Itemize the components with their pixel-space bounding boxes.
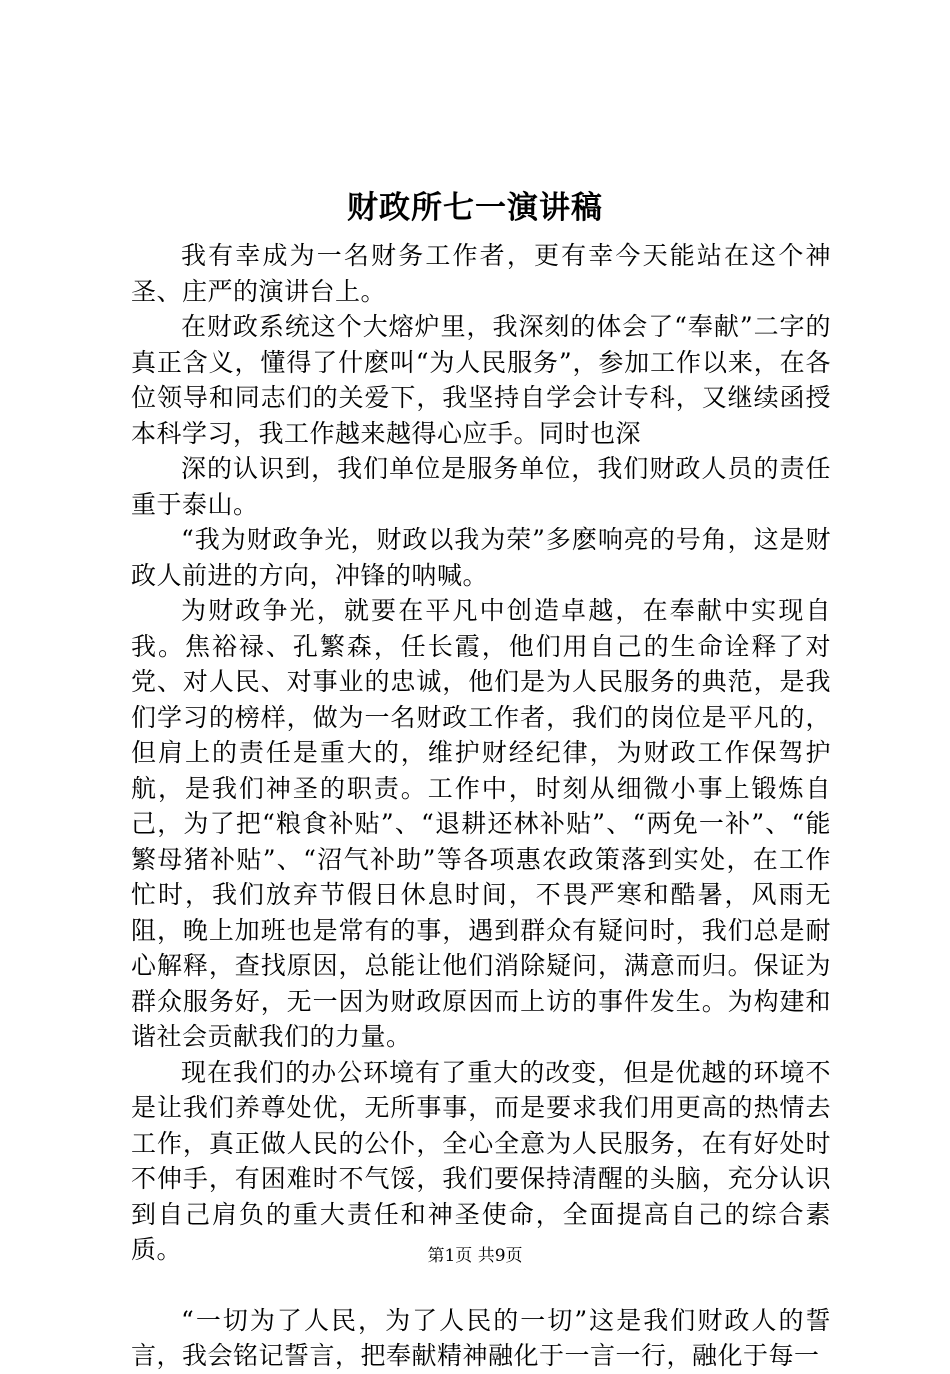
paragraph-4: “我为财政争光，财政以我为荣”多麽响亮的号角，这是财政人前进的方向，冲锋的呐喊。 — [131, 525, 831, 590]
paragraph-5: 为财政争光，就要在平凡中创造卓越，在奉献中实现自我。焦裕禄、孔繁森，任长霞，他们用自己的生命诠释了对党、对人民、对事业的忠诚，他们是为人民服务的典范，是我们学习的榜样，做为一名财政工作者，我们的岗位是平凡的，但肩上的责任是重大的，维护财经纪律，为财政工作保驾护航，是我们神圣的职责。工作中，时刻从细微小事上锻炼自己，为了把“粮食补贴”、“退耕还林补贴”、“两免一补”、“能繁母猪补贴”、“沼气补助”等各项惠农政策落到实处，在工作忙时，我们放弃节假日休息时间，不畏严寒和酷暑，风雨无阻，晚上加班也是常有的事，遇到群众有疑问时，我们总是耐心解释，查找原因，总能让他们消除疑问，满意而归。保证为群众服务好，无一因为财政原因而上访的事件发生。为构建和谐社会贡献我们的力量。 — [131, 596, 831, 1051]
document-title: 财政所七一演讲稿 — [347, 190, 603, 226]
paragraph-6: 现在我们的办公环境有了重大的改变，但是优越的环境不是让我们养尊处优，无所事事，而是要求我们用更高的热情去工作，真正做人民的公仆，全心全意为人民服务，在有好处时不伸手，有困难时不气馁，我们要保持清醒的头脑，充分认识到自己肩负的重大责任和神圣使命，全面提高自己的综合素质。 — [131, 1057, 831, 1264]
paragraph-2: 在财政系统这个大熔炉里，我深刻的体会了“奉献”二字的真正含义，懂得了什麽叫“为人民服务”，参加工作以来，在各位领导和同志们的关爱下，我坚持自学会计专科，又继续函授本科学习，我工作越来越得心应手。同时也深 — [131, 312, 831, 448]
document-body — [131, 238, 831, 1374]
paragraph-7: “一切为了人民，为了人民的一切”这是我们财政人的誓言，我会铭记誓言，把奉献精神融化于一言一行，融化于每一 — [131, 1305, 831, 1370]
paragraph-1: 我有幸成为一名财务工作者，更有幸今天能站在这个神圣、庄严的演讲台上。 — [131, 241, 831, 306]
paragraph-3: 深的认识到，我们单位是服务单位，我们财政人员的责任重于泰山。 — [131, 454, 831, 519]
page-footer: 第1页 共9页 — [427, 1246, 523, 1266]
